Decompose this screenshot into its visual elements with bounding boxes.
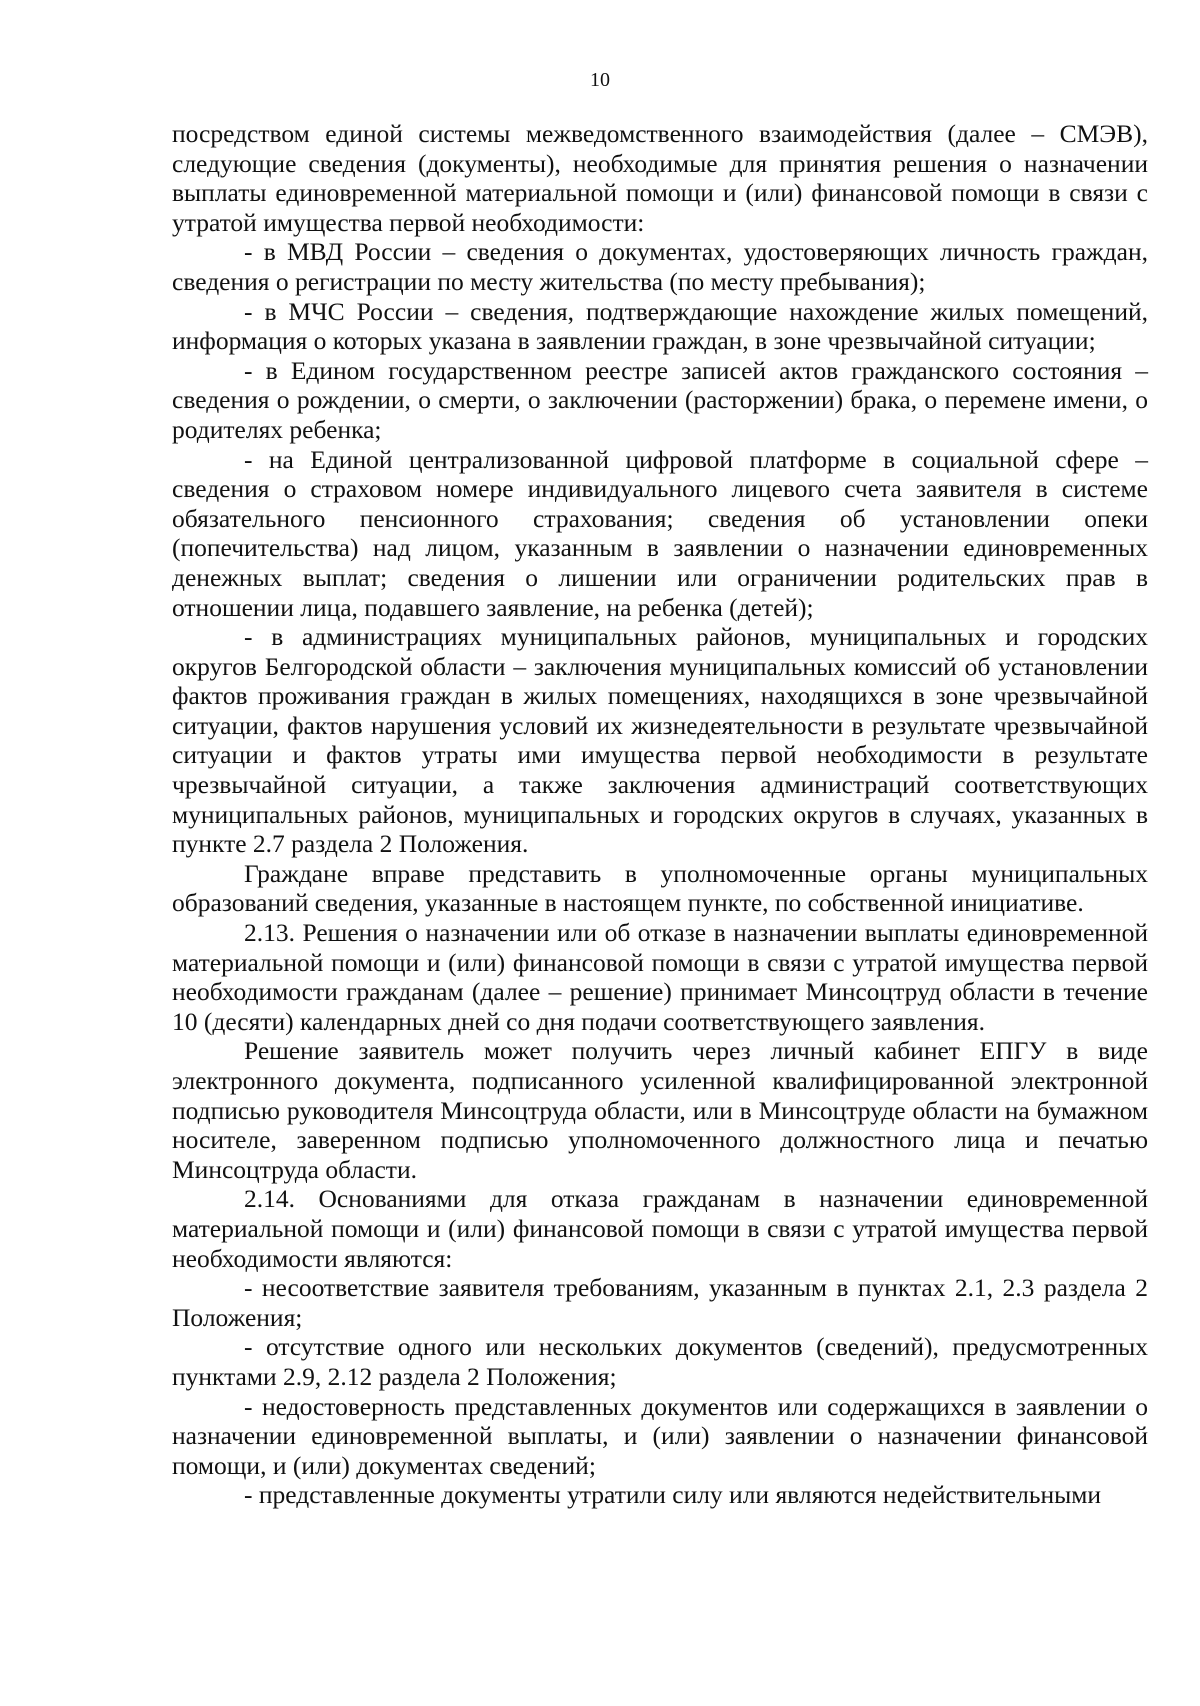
paragraph-decision-delivery: Решение заявитель может получить через личный кабинет ЕПГУ в виде электронного документа, подписанного усиленной квалифицированной электронной подписью руководителя Минсоцтруда области, или в Минсоцтруде области на бумажном носителе, заверенном подписью уполномоченного должностного лица и печатью Минсоцтруда области.: [172, 1036, 1148, 1184]
list-item-nonconformity: - несоответствие заявителя требованиям, указанным в пунктах 2.1, 2.3 раздела 2 Положения;: [172, 1273, 1148, 1332]
list-item-invalid-documents: - представленные документы утратили силу или являются недействительными: [244, 1480, 1102, 1510]
paragraph-municipal-administrations: - в администрациях муниципальных районов, муниципальных и городских округов Белгородской области – заключения муниципальных комиссий об установлении фактов проживания граждан в жилых помещениях, находящихся в зоне чрезвычайной ситуации, фактов нарушения условий их жизнедеятельности в результате чрезвычайной ситуации и фактов утраты ими имущества первой необходимости в результате чрезвычайной ситуации, а также заключения администраций соответствующих муниципальных районов, муниципальных и городских округов в случаях, указанных в пункте 2.7 раздела 2 Положения.: [172, 622, 1148, 859]
paragraph-civil-registry: - в Едином государственном реестре записей актов гражданского состояния – сведения о рождении, о смерти, о заключении (расторжении) брака, о перемене имени, о родителях ребенка;: [172, 355, 1148, 444]
document-body: [172, 119, 1148, 1510]
paragraph-social-platform: - на Единой централизованной цифровой платформе в социальной сфере – сведения о страховом номере индивидуального лицевого счета заявителя в системе обязательного пенсионного страхования; сведения об установлении опеки (попечительства) над лицом, указанным в заявлении о назначении единовременных денежных выплат; сведения о лишении или ограничении родительских прав в отношении лица, подавшего заявление, на ребенка (детей);: [172, 444, 1148, 622]
paragraph-mvd: - в МВД России – сведения о документах, удостоверяющих личность граждан, сведения о регистрации по месту жительства (по месту пребывания);: [172, 237, 1148, 296]
list-item-missing-documents: - отсутствие одного или нескольких документов (сведений), предусмотренных пунктами 2.9, 2.12 раздела 2 Положения;: [172, 1332, 1148, 1391]
paragraph-mchs: - в МЧС России – сведения, подтверждающие нахождение жилых помещений, информация о которых указана в заявлении граждан, в зоне чрезвычайной ситуации;: [172, 296, 1148, 356]
paragraph-2-14-refusal-grounds: 2.14. Основаниями для отказа гражданам в назначении единовременной материальной помощи и (или) финансовой помощи в связи с утратой имущества первой необходимости являются:: [172, 1184, 1148, 1273]
paragraph-citizens-right: Граждане вправе представить в уполномоченные органы муниципальных образований сведения, указанные в настоящем пункте, по собственной инициативе.: [172, 858, 1148, 918]
page-number: 10: [590, 69, 610, 91]
paragraph-2-13-decisions: 2.13. Решения о назначении или об отказе в назначении выплаты единовременной материальной помощи и (или) финансовой помощи в связи с утратой имущества первой необходимости гражданам (далее – решение) принимает Минсоцтруд области в течение 10 (десяти) календарных дней со дня подачи соответствующего заявления.: [172, 918, 1148, 1036]
list-item-inaccuracy: - недостоверность представленных документов или содержащихся в заявлении о назначении единовременной выплаты, и (или) заявлении о назначении финансовой помощи, и (или) документах сведений;: [172, 1391, 1148, 1480]
paragraph-smev-intro: посредством единой системы межведомственного взаимодействия (далее – СМЭВ), следующие сведения (документы), необходимые для принятия решения о назначении выплаты единовременной материальной помощи и (или) финансовой помощи в связи с утратой имущества первой необходимости:: [172, 119, 1148, 237]
